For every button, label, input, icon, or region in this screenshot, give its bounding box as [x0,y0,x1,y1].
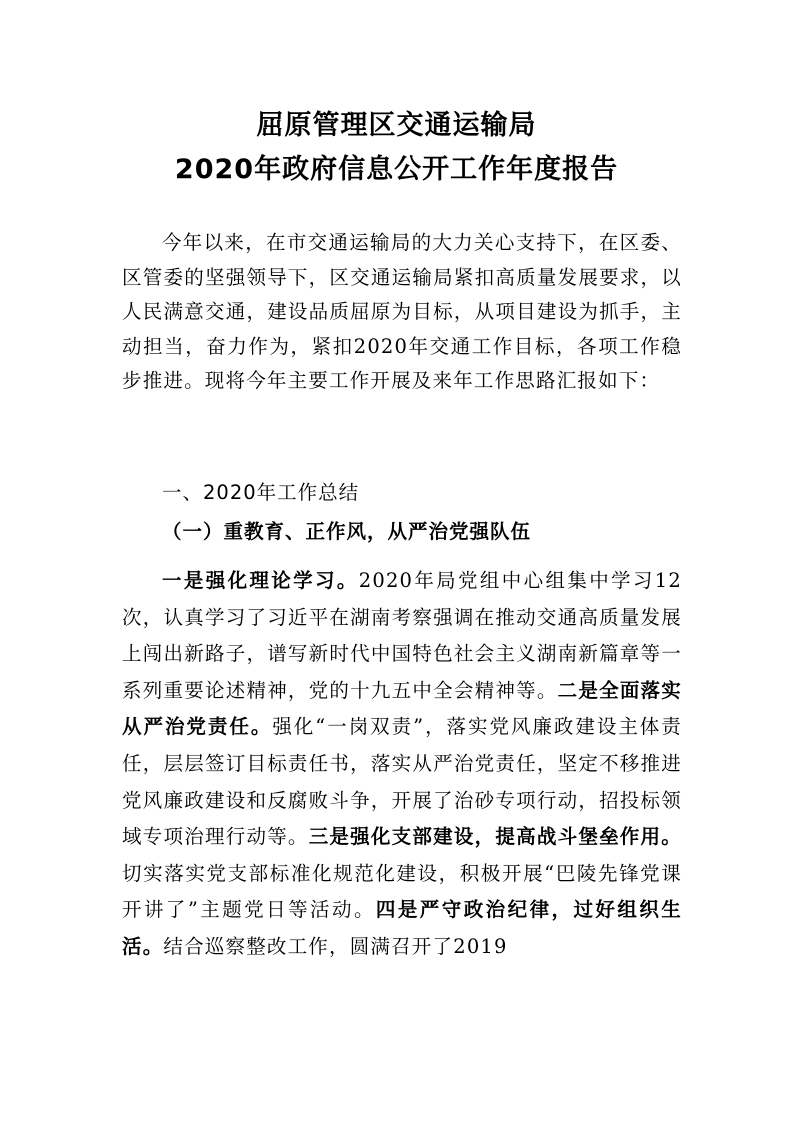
intro-paragraph: 今年以来，在市交通运输局的大力关心支持下，在区委、区管委的坚强领导下，区交通运输局紧扣高质量发展要求，以人民满意交通，建设品质屈原为目标，从项目建设为抓手，主动担当，奋力作为，紧扣2020年交通工作目标，各项工作稳步推进。现将今年主要工作开展及来年工作思路汇报如下： [122,231,682,393]
subsection-heading: （一）重教育、正作风，从严治党强队伍 [162,520,532,543]
point-three-heading: 三是强化支部建设，提高战斗堡垒作用。 [308,825,682,849]
point-one-text: 2020年局党组中心组集中学习12次，认真学习了习近平在湖南考察强调在推动交通高质量发展上闯出新路子，谱写新时代中国特色社会主义湖南新篇章等一系列重要论述精神，党的十九五中全会精神等。 [122,569,682,702]
point-one-heading: 一是强化理论学习。 [162,569,359,592]
point-two-heading: 二是全面落实从严治党责任。 [122,678,683,739]
point-three-text: 切实落实党支部标准化规范化建设，积极开展“巴陵先锋党课开讲了”主题党日等活动。 [122,861,682,922]
document-title-line2: 2020年政府信息公开工作年度报告 [174,154,619,185]
work-summary-paragraph [122,563,682,966]
point-two-text: 强化“一岗双责”，落实党风廉政建设主体责任，层层签订目标责任书，落实从严治党责任，坚定不移推进党风廉政建设和反腐败斗争，开展了治砂专项行动，招投标领域专项治理行动等。 [122,715,682,849]
document-title-line1: 屈原管理区交通运输局 [256,110,537,141]
point-four-text: 结合巡察整改工作，圆满召开了2019 [163,934,508,958]
point-four-heading: 四是严守政治纪律，过好组织生活。 [122,898,682,958]
section-heading: 一、2020年工作总结 [162,481,360,504]
